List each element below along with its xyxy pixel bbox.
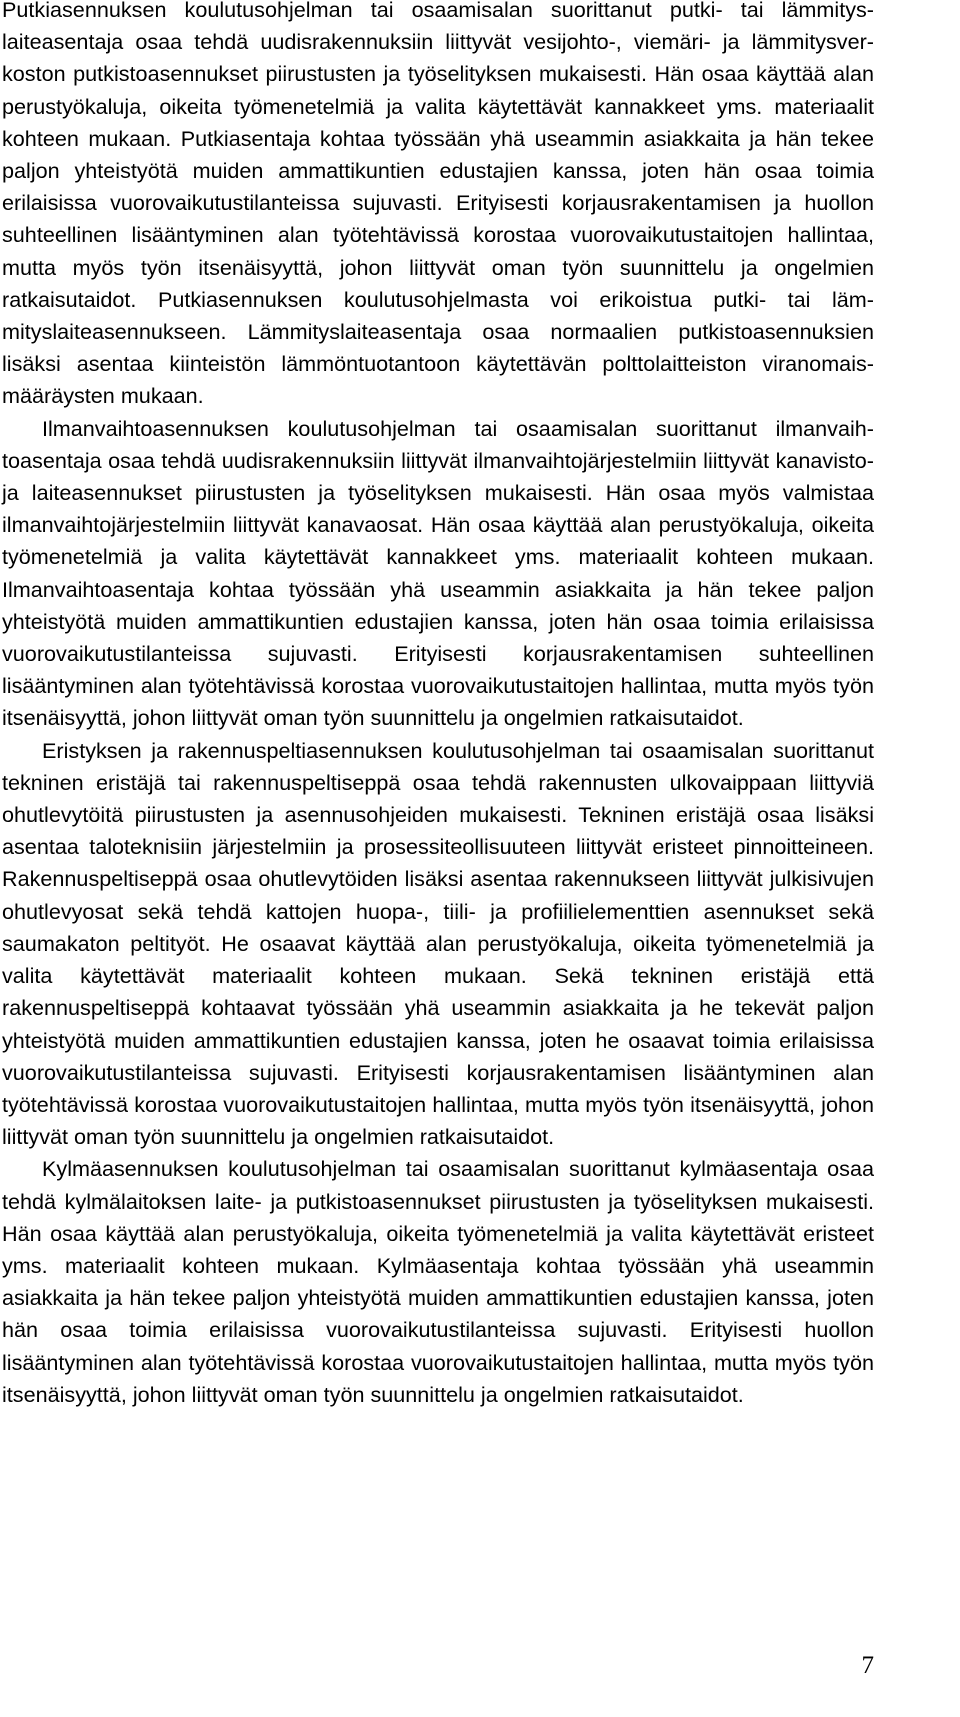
- paragraph-kylmaasennus: Kylmäasennuksen koulutusohjelman tai osaamisalan suorittanut kylmäasentaja osaa tehdä kylmälaitoksen laite- ja putkistoasennukset piirustusten ja työselityksen mukaisesti. Hän osaa käyttää alan perustyökaluja, oikeita työmenetelmiä ja valita käytettävät eristeet yms. materiaalit kohteen mukaan. Kylmäasentaja kohtaa työssään yhä useammin asiakkaita ja hän tekee paljon yhteistyötä muiden ammattikuntien edustajien kanssa, joten hän osaa toimia erilaisissa vuorovaikutustilanteissa sujuvasti. Erityisesti huollon lisääntyminen alan työtehtävissä korostaa vuorovaikutustaitojen hallintaa, mutta myös työn itsenäisyyttä, johon liittyvät oman työn suunnittelu ja ongelmien ratkaisutaidot.: [2, 1156, 874, 1407]
- paragraph-eristys-rakennuspelti: Eristyksen ja rakennuspeltiasennuksen koulutusohjelman tai osaamisalan suorittanut tekninen eristäjä tai rakennuspeltiseppä osaa tehdä rakennusten ulkovaippaan liittyviä ohutlevytöitä piirustusten ja asennusohjeiden mukaisesti. Tekninen eristäjä osaa lisäksi asentaa taloteknisiin järjestelmiin ja prosessiteollisuuteen liittyvät eristeet pinnoitteineen. Rakennuspeltiseppä osaa ohutlevytöiden lisäksi asentaa rakennukseen liittyvät julkisivujen ohutlevyosat sekä tehdä kattojen huopa-, tiili- ja profiilielementtien asennukset sekä saumakaton peltityöt. He osaavat käyttää alan perustyökaluja, oikeita työmenetelmiä ja valita käytettävät materiaalit kohteen mukaan. Sekä tekninen eristäjä että rakennuspeltiseppä kohtaavat työssään yhä useammin asiakkaita ja he tekevät paljon yhteistyötä muiden ammattikuntien edustajien kanssa, joten he osaavat toimia erilaisissa vuorovaikutustilanteissa sujuvasti. Erityisesti korjausrakentamisen lisääntyminen alan työtehtävissä korostaa vuorovaikutustaitojen hallintaa, mutta myös työn itsenäisyyttä, johon liittyvät oman työn suunnittelu ja ongelmien ratkaisutaidot.: [2, 737, 874, 1150]
- body-text: [2, 0, 874, 1411]
- paragraph-putkiasennus: Putkiasennuksen koulutusohjelman tai osaamisalan suorittanut putki- tai lämmityslaiteasentaja osaa tehdä uudisrakennuksiin liittyvät vesijohto-, viemäri- ja lämmitysverkoston putkistoasennukset piirustusten ja työselityksen mukaisesti. Hän osaa käyttää alan perustyökaluja, oikeita työmenetelmiä ja valita käytettävät kannakkeet yms. materiaalit kohteen mukaan. Putkiasentaja kohtaa työssään yhä useammin asiakkaita ja hän tekee paljon yhteistyötä muiden ammattikuntien edustajien kanssa, joten hän osaa toimia erilaisissa vuorovaikutustilanteissa sujuvasti. Erityisesti korjausrakentamisen ja huollon suhteellinen lisääntyminen alan työtehtävissä korostaa vuorovaikutustaitojen hallintaa, mutta myös työn itsenäisyyttä, johon liittyvät oman työn suunnittelu ja ongelmien ratkaisutaidot. Putkiasennuksen koulutusohjelmasta voi erikoistua putki- tai lämmityslaiteasennukseen. Lämmityslaiteasentaja osaa normaalien putkistoasennuksien lisäksi asentaa kiinteistön lämmöntuotantoon käytettävän polttolaitteiston viranomaismääräysten mukaan.: [2, 0, 874, 409]
- paragraph-ilmanvaihtoasennus: Ilmanvaihtoasennuksen koulutusohjelman tai osaamisalan suorittanut ilmanvaihtoasentaja osaa tehdä uudisrakennuksiin liittyvät ilmanvaihtojärjestelmiin liittyvät kanavisto- ja laiteasennukset piirustusten ja työselityksen mukaisesti. Hän osaa myös valmistaa ilmanvaihtojärjestelmiin liittyvät kanavaosat. Hän osaa käyttää alan perustyökaluja, oikeita työmenetelmiä ja valita käytettävät kannakkeet yms. materiaalit kohteen mukaan. Ilmanvaihtoasentaja kohtaa työssään yhä useammin asiakkaita ja hän tekee paljon yhteistyötä muiden ammattikuntien edustajien kanssa, joten hän osaa toimia erilaisissa vuorovaikutustilanteissa sujuvasti. Erityisesti korjausrakentamisen suhteellinen lisääntyminen alan työtehtävissä korostaa vuorovaikutustaitojen hallintaa, mutta myös työn itsenäisyyttä, johon liittyvät oman työn suunnittelu ja ongelmien ratkaisutaidot.: [2, 415, 874, 731]
- page-number: 7: [861, 1652, 874, 1679]
